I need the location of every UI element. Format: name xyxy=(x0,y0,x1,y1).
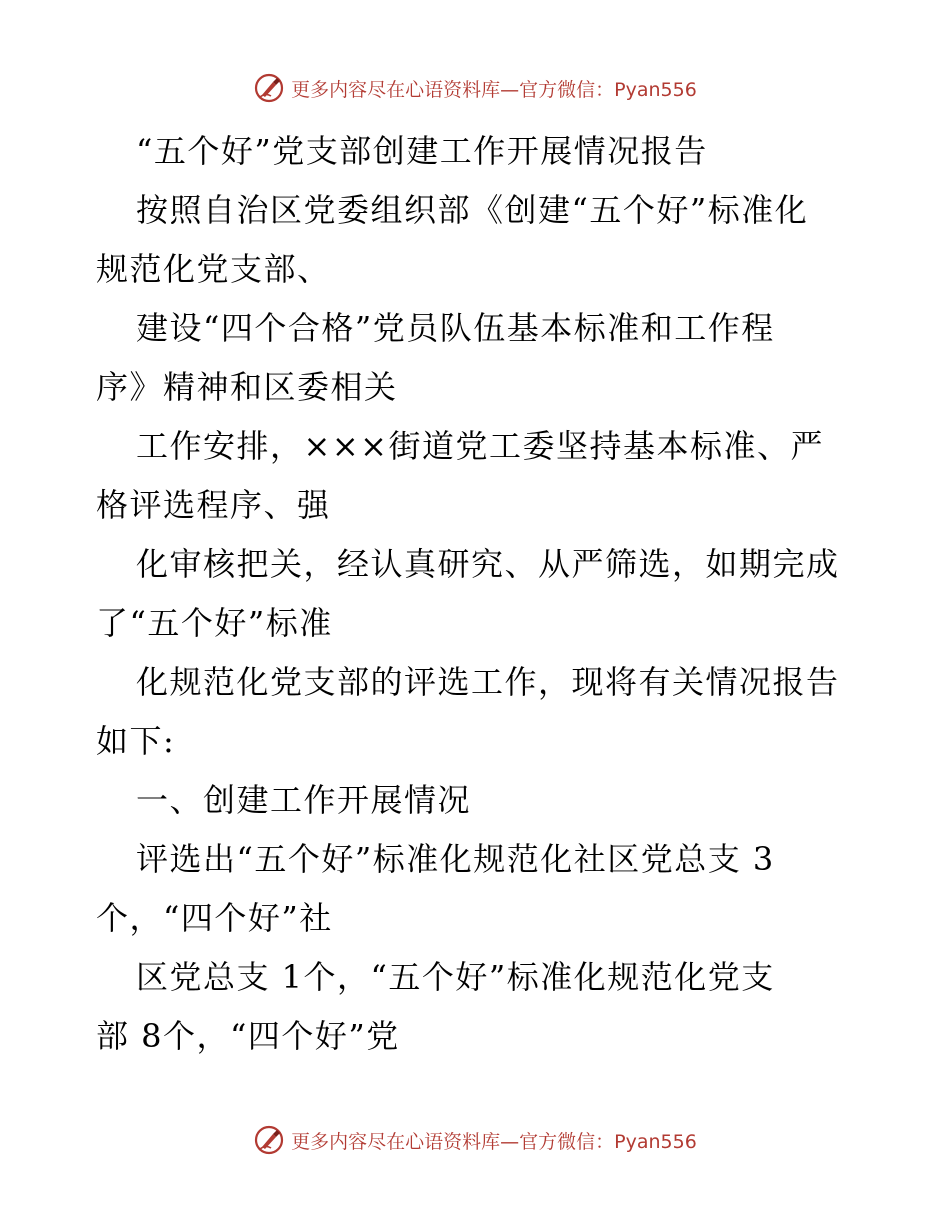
document-line: 个，“四个好”社 xyxy=(96,899,333,937)
header-watermark xyxy=(0,72,950,104)
document-line: 规范化党支部、 xyxy=(96,250,331,288)
document-line: 格评选程序、强 xyxy=(96,486,331,524)
footer-watermark xyxy=(0,1124,950,1156)
document-line: 部 8个，“四个好”党 xyxy=(96,1017,400,1055)
document-title: “五个好”党支部创建工作开展情况报告 xyxy=(136,132,708,170)
document-line: 评选出“五个好”标准化规范化社区党总支 3 xyxy=(136,840,775,878)
watermark-handle: Pyan556 xyxy=(614,78,697,101)
document-line: 化审核把关，经认真研究、从严筛选，如期完成 xyxy=(136,545,840,583)
watermark-text: 更多内容尽在心语资料库—官方微信：Pyan556 xyxy=(291,1130,697,1153)
pen-logo-icon xyxy=(253,72,285,104)
document-line: 序》精神和区委相关 xyxy=(96,368,398,406)
document-line: 按照自治区党委组织部《创建“五个好”标准化 xyxy=(136,191,809,229)
document-line: 一、创建工作开展情况 xyxy=(136,781,472,819)
document-line: 如下: xyxy=(96,722,176,760)
paragraph-lines xyxy=(96,181,856,1066)
document-line: 工作安排，×××街道党工委坚持基本标准、严 xyxy=(136,427,824,465)
watermark-handle: Pyan556 xyxy=(614,1130,697,1153)
pen-logo-icon xyxy=(253,1124,285,1156)
watermark-text: 更多内容尽在心语资料库—官方微信：Pyan556 xyxy=(291,78,697,101)
document-line: 区党总支 1个，“五个好”标准化规范化党支 xyxy=(136,958,775,996)
document-line: 了“五个好”标准 xyxy=(96,604,333,642)
document-line: 建设“四个合格”党员队伍基本标准和工作程 xyxy=(136,309,775,347)
document-line: 化规范化党支部的评选工作，现将有关情况报告 xyxy=(136,663,840,701)
document-body xyxy=(96,122,856,1066)
